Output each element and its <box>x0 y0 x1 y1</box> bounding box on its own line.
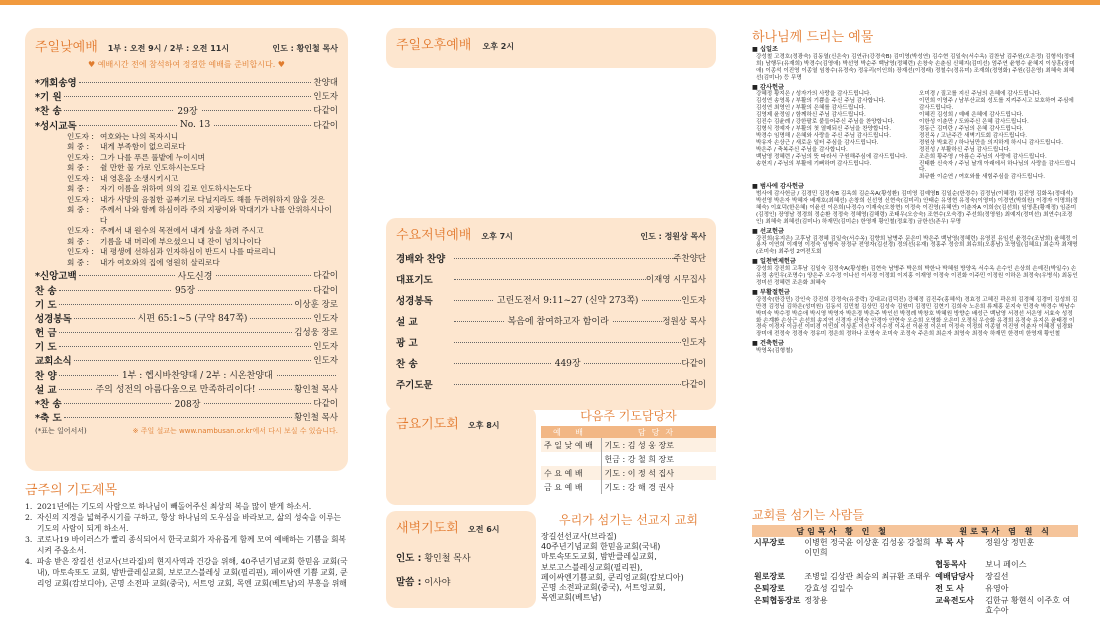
order-item-name: 찬 송 <box>396 358 418 370</box>
reading-speaker: 인도자 : <box>67 152 94 162</box>
order-item-detail: 사도신경 <box>175 272 216 282</box>
thanks-offering-entry: 정진성 / 부활하신 주님 감사드립니다. <box>919 146 1011 153</box>
thanks-offering-entry: 강혜정 황지은 / 성자가의 사랑을 감사드립니다. <box>756 91 872 98</box>
reading-speaker: 인도자 : <box>67 226 94 236</box>
offering-section <box>752 290 1078 338</box>
order-item-content <box>454 293 681 306</box>
wednesday-leader: 인도 : 정원상 목사 <box>640 232 706 241</box>
offering-section <box>752 259 1078 287</box>
serve-role: 전 도 사 <box>935 584 965 593</box>
order-item-content <box>79 269 312 282</box>
duty-row <box>541 480 716 494</box>
order-item-content <box>64 104 312 117</box>
serve-names: 강효성 김일수 <box>804 584 854 593</box>
prayer-item <box>25 512 348 534</box>
reading-line <box>67 226 338 237</box>
order-item-person: 다같이 <box>313 399 338 410</box>
order-row <box>35 118 338 132</box>
offering-sections <box>752 47 1078 355</box>
offering-section-title: ■ 범사에 감사헌금 <box>752 184 1078 191</box>
order-row <box>35 297 338 311</box>
order-item-content <box>59 382 293 395</box>
duty-row <box>541 452 716 466</box>
order-item-name: 찬 양 <box>35 370 57 382</box>
serve-role: 원로장로 <box>754 572 785 581</box>
sunday-afternoon-time: 오후 2시 <box>482 42 515 51</box>
prayer-item-text: 파송 받은 장길선 선교사(브라질)의 현지사역과 건강을 위해, 40주년기념교회 한믿음 교회(국내), 마토속또도 교회, 밤반클레실교회, 보로고스블레싱 교회(필리핀), 페이싸엔 기쁨 교회, 쿤리엉 교회(캄보디아), 곤명 소전파 교회(중국), 서트엉 교회, 목엔 교회(베트남)의 부흥을 위해 <box>37 557 348 588</box>
prayer-duty-panel <box>541 407 716 494</box>
offering-section <box>752 341 1078 355</box>
duty-person: 헌금 : 강 철 희 장로 <box>601 452 716 466</box>
serve-row <box>752 537 1078 559</box>
offering-section-title: ■ 일천번제헌금 <box>752 259 1078 266</box>
order-item-name: 교회소식 <box>35 356 72 368</box>
mission-line: 페이싸엔기쁨교회, 쿤리엉교회(캄보디아) <box>541 572 684 582</box>
serve-role: 예배담당사 <box>935 572 974 581</box>
reading-line <box>67 247 338 258</box>
dawn-leader: 황인철 목사 <box>424 554 471 564</box>
prayer-title: 금주의 기도제목 <box>25 483 118 498</box>
duty-service: 주 일 낮 예 배 <box>541 438 601 452</box>
sunday-times: 1부 : 오전 9시 / 2부 : 오전 11시 <box>107 44 230 53</box>
order-item-person: 다같이 <box>313 120 338 131</box>
duty-person: 기도 : 이 정 석 집사 <box>601 466 716 480</box>
sunday-service-panel <box>25 28 348 471</box>
order-row <box>35 103 338 117</box>
reading-text: 내가 사망의 음침한 골짜기로 다닐지라도 해를 두려워하지 않을 것은 <box>100 194 325 204</box>
order-row <box>35 89 338 103</box>
offering-section <box>752 229 1078 257</box>
serve-role: 시무장로 <box>754 538 785 547</box>
order-row <box>396 268 706 289</box>
duty-header-service: 예 배 <box>541 426 601 438</box>
thanks-offering-entry: 김진수 김윤례 / 강한팔로 붙들어주신 주님을 찬양합니다. <box>756 119 895 126</box>
offering-section-title: ■ 감사헌금 <box>752 85 1078 92</box>
order-item-name: 주기도문 <box>396 379 433 391</box>
thanks-offering-entry: 김성연 송영록 / 부활의 기쁨을 주신 주님 감사합니다. <box>756 98 886 105</box>
order-item-name: 성경봉독 <box>396 295 433 307</box>
sunday-header <box>35 36 338 55</box>
order-item-name: *성시교독 <box>35 120 77 132</box>
order-row <box>35 282 338 296</box>
order-item-person: 다같이 <box>313 271 338 282</box>
thanks-offering-column <box>919 91 1078 181</box>
thanks-offering-entry: 김영제 윤정임 / 함께하신 주님 감사드립니다. <box>756 112 866 119</box>
offering-section <box>752 85 1078 182</box>
order-item-name: *축 도 <box>35 413 62 425</box>
order-item-person: 김성웅 장로 <box>294 328 338 339</box>
order-item-person: 다같이 <box>681 379 706 390</box>
order-item-name: 광 고 <box>396 337 418 349</box>
duty-row <box>541 466 716 480</box>
reading-text: 내게 부족함이 없으리로다 <box>100 142 186 152</box>
dawn-word-label: 말씀 : <box>396 577 422 588</box>
order-item-person: 다같이 <box>313 285 338 296</box>
reading-speaker: 인도자 : <box>67 131 94 141</box>
reading-text: 내 평생에 선하심과 인자하심이 반드시 나를 따르리니 <box>100 247 276 257</box>
order-item-detail: 시편 65:1~5 (구약 847쪽) <box>135 314 251 324</box>
reading-text: 주께서 내 원수의 목전에서 내게 상을 차려 주시고 <box>100 226 264 236</box>
reading-line <box>67 258 338 269</box>
sunday-afternoon-panel <box>386 28 716 68</box>
reading-speaker: 회 중 : <box>67 184 90 194</box>
serve-names: 조병일 김상관 최승의 최규환 조태우 <box>804 572 931 581</box>
reading-line <box>67 142 338 153</box>
reading-speaker: 인도자 : <box>67 194 94 204</box>
serve-row <box>752 559 1078 571</box>
order-item-detail: 고린도전서 9:11~27 (신약 273쪽) <box>494 296 642 306</box>
order-item-name: *찬 송 <box>35 399 62 411</box>
prayer-item <box>25 501 348 512</box>
order-row <box>396 310 706 331</box>
order-item-detail: 주의 성전의 아름다움으로 만족하리이다! <box>92 385 258 395</box>
order-item-person: 인도자 <box>681 295 706 306</box>
order-item-name: *신앙고백 <box>35 271 77 283</box>
reading-text: 자기 이름을 위하여 의의 길로 인도하시는도다 <box>100 184 252 194</box>
prayer-item <box>25 534 348 556</box>
sunday-order-list <box>35 75 338 132</box>
duty-service <box>541 452 601 466</box>
prayer-item-text: 2021년에는 기도의 사람으로 하나님이 빼돌어주신 최상의 복을 많이 받게 하소서. <box>37 502 312 511</box>
duty-title: 다음주 기도담당자 <box>580 409 677 423</box>
left-column <box>25 28 348 589</box>
offering-names: 강성희 강진희 고후남 김일숙 김정숙A(황성환) 김현숙 남병주 박은희 박한나 박혜원 방양옥 서수옥 손수인 손상희 손예진(박일수) 손유정 송민우(조명수) 양은주 오수정 이나선 이서경 이정회 이지홍 이재영 이정숙 이진화 이주민 이정원 이하은 최정숙(우병식) 최동인 정미선 정혜련 조은화 최혜숙 <box>756 266 1078 286</box>
duty-row <box>541 438 716 452</box>
right-column <box>752 26 1078 358</box>
serve-role: 부 목 사 <box>935 538 965 547</box>
order-item-name: 대표기도 <box>396 274 433 286</box>
responsive-reading <box>35 132 338 269</box>
reading-speaker: 인도자 : <box>67 173 94 183</box>
wednesday-time: 오후 7시 <box>481 232 513 241</box>
offering-title: 하나님께 드리는 예물 <box>752 30 874 45</box>
order-row <box>35 396 338 410</box>
wednesday-header <box>396 224 706 243</box>
duty-header-person: 담당자 <box>601 426 716 438</box>
thanks-offering-entry: 조은희 황주영 / 아름슨 주님의 사랑에 감사드립니다. <box>919 153 1047 160</box>
order-item-name: *기 원 <box>35 92 62 104</box>
senior-pastor-header: 담임목사 황 인 철 <box>752 525 933 537</box>
sunday-hint: ♥ 예배시간 전에 참석하여 정결한 예배를 준비합시다. ♥ <box>88 60 285 69</box>
reading-line <box>67 153 338 164</box>
thanks-offering-entry: 이한성 이춘만 / 도와주신 은혜 감사드립니다. <box>919 119 1029 126</box>
offering-names: 강진희(유지은) 고후남 김경혜 김일숙(서수옥) 김향희 남병주 문은미 박은주 백남영(정혜련) 유영진 유임선 윤정수(조남희) 윤혜정 이용자 이연희 이재영 이정숙 임병숙 장정규 전영자(김선경) 정의선(유재) 정홍주 정승희 최슈희(오흥남) 조영일(김혜요) 최순자 최재명(조미숙) 최주성 2여전도회 <box>756 235 1078 256</box>
serve-names: 김한규 황현식 이주호 여효수아 <box>985 596 1071 615</box>
offering-section-title: ■ 건축헌금 <box>752 341 1078 348</box>
order-item-person: 정원상 목사 <box>662 316 706 327</box>
mission-line: 40주년기념교회 한믿음교회(국내) <box>541 542 661 552</box>
reading-text: 그가 나를 푸른 풀밭에 누이시며 <box>100 152 206 162</box>
order-row <box>396 352 706 373</box>
serve-names: 이병헌 정국윤 이상훈 김성웅 강철희 이민희 <box>804 538 931 557</box>
order-row <box>396 247 706 268</box>
mission-list <box>541 532 716 603</box>
prayer-item <box>25 556 348 589</box>
wednesday-panel <box>386 218 716 410</box>
thanks-offering-entry: 정진옥 / 고난주간 새벽기도회 감사드립니다. <box>919 132 1028 139</box>
order-item-content <box>454 356 681 369</box>
order-row <box>35 311 338 325</box>
prayer-item-text: 코로나19 바이러스가 빨리 종식되어서 한국교회가 자유롭게 함께 모여 예배하는 기쁨을 회복시켜 주옵소서. <box>37 535 346 555</box>
order-item-name: *찬 송 <box>35 106 62 118</box>
reading-speaker: 회 중 : <box>67 205 90 215</box>
stand-note: (*표는 일어서서) <box>35 427 87 436</box>
order-item-detail: 449장 <box>552 359 584 369</box>
serve-title: 교회를 섬기는 사람들 <box>752 508 864 522</box>
reading-line <box>67 174 338 185</box>
thanks-offering-entry: 정동근 김미란 / 주님의 은혜 감사드립니다. <box>919 125 1024 132</box>
order-item-name: 성경봉독 <box>35 313 72 325</box>
sunday-afternoon-title: 주일오후예배 <box>396 38 472 53</box>
thanks-offering-entry: 정원상 박효진 / 하나님만을 의지하게 하시니 감사드립니다. <box>919 139 1064 146</box>
reading-speaker: 인도자 : <box>67 247 94 257</box>
mission-line: 장길선선교사(브라질) <box>541 532 617 541</box>
thanks-offering-entry: 이혜진 김성희 / 예배 은혜에 감사드립니다. <box>919 112 1024 119</box>
dawn-panel <box>386 511 536 608</box>
friday-time: 오후 8시 <box>467 421 500 430</box>
thanks-offering-column <box>756 91 915 181</box>
mission-line: 마토속또도교회, 밤반클레실교회, <box>541 552 657 562</box>
serve-row <box>752 571 1078 583</box>
sunday-leader: 인도 : 황인철 목사 <box>272 44 338 53</box>
order-row <box>35 353 338 367</box>
thanks-offering-entry: 박은주 / 축복주신 주님을 감사합니다. <box>756 146 848 153</box>
order-item-detail: No. 13 <box>177 120 213 130</box>
serve-role <box>752 559 802 571</box>
prayer-item-number: 1. <box>25 502 33 511</box>
serve-names: 보니 페이스 <box>985 560 1027 569</box>
dawn-time: 오전 6시 <box>467 525 500 534</box>
prayer-item-number: 4. <box>25 557 33 566</box>
dawn-word-line <box>396 574 526 588</box>
order-row <box>35 325 338 339</box>
order-item-person: 황인철 목사 <box>294 413 338 424</box>
order-item-person: 다같이 <box>681 358 706 369</box>
duty-table <box>541 426 716 494</box>
reading-line <box>67 132 338 143</box>
mission-line: 목엔교회(베트남) <box>541 593 602 603</box>
serve-names: 장길선 <box>985 572 1009 581</box>
reading-line <box>67 237 338 248</box>
reading-text: 주께서 나와 함께 하심이라 주의 지팡이와 막대기가 나를 안위하시나이다 <box>99 205 332 225</box>
duty-person: 기도 : 강 해 경 권사 <box>601 480 716 494</box>
order-row <box>396 289 706 310</box>
mission-panel <box>541 511 716 603</box>
thanks-offering-entry: 이민희 이영주 / 남부산교회 성도를 지켜주시고 보호하여 주심에 감사드립니다. <box>919 98 1074 112</box>
order-item-person: 찬양대 <box>313 78 338 89</box>
offering-section <box>752 184 1078 225</box>
sunday-title: 주일낮예배 <box>35 40 98 55</box>
serve-row <box>752 595 1078 617</box>
order-item-person: 인도자 <box>681 337 706 348</box>
thanks-offering-entry: 진태환 신숙자 / 주님 날개 아래에서 하나님의 사랑을 감사드립니다. <box>919 160 1076 174</box>
thanks-offering-entry: 박경수 임명해 / 은혜와 사랑을 주신 주님 감사드립니다. <box>756 132 891 139</box>
serve-role: 교육전도사 <box>935 596 974 605</box>
order-item-name: 설 교 <box>35 384 57 396</box>
reading-line <box>67 163 338 174</box>
prayer-topics <box>25 479 348 589</box>
sunday-note <box>35 426 338 436</box>
order-row <box>396 331 706 352</box>
reading-text: 내가 여호와의 집에 영원히 살리로다 <box>100 257 220 267</box>
offering-names: 박영옥(김형철) <box>756 348 793 355</box>
reading-speaker: 회 중 : <box>67 163 90 173</box>
order-item-detail: 1부 : 헵시바찬양대 / 2부 : 시온찬양대 <box>119 371 276 381</box>
dawn-title: 새벽기도회 <box>396 521 459 536</box>
duty-service: 금 요 예 배 <box>544 482 583 492</box>
offering-names: 강성철 고경호(정광숙) 김동열(신은숙) 김연규(강경숙B) 김미영(박성연) 김수현 김일숙(서수옥) 김찬남 김주원(오은정) 김형석(정대희) 남행두(유재희) 박경수(김영애) 박선영 박순주 백남영(정혜련) 손창숙 손춘심 신혜지(김미선) 엄주연 윤형수 윤혜지 이상훈(장미애) 이종석 이진영 이종열 임창수(유정숙) 정유리(이인희) 장재선(이정래) 정철수(정유미) 조재희(정영화) 주원(김은영) 최혜숙 최혜선(김미나) 등 무명 <box>756 53 1075 81</box>
prayer-item-number: 2. <box>25 513 33 522</box>
sermon-url-note: ※ 주일 설교는 www.nambusan.or.kr에서 다시 보실 수 있습니다. <box>132 427 338 436</box>
reading-speaker: 회 중 : <box>67 236 90 246</box>
thanks-offering-entry: 최규환 이순연 / 여호와를 새힘주심을 감사드립니다. <box>919 174 1046 181</box>
wednesday-order-list <box>396 247 706 394</box>
reading-line <box>67 195 338 206</box>
emeritus-pastor-header: 원로목사 염 원 식 <box>933 525 1078 537</box>
offering-section-title: ■ 선교헌금 <box>752 229 1078 236</box>
sunday-order-list-2 <box>35 268 338 424</box>
dawn-leader-label: 인도 : <box>396 553 422 564</box>
order-item-name: 헌 금 <box>35 328 57 340</box>
offering-names: 강정숙(한강민) 강인숙 강진희 강정숙(유중락) 강대교(김덕진) 강혜정 김진주(홍혜석) 경효정 고혜진 곽은희 김경혜 김경미 김성희 김만경 김정님 김하은(성미원) 김동석 김민철 김상민 김성숙 김원미 김정민 김현기 김희숙 노은희 류제홍 문지숙 민경숙 박경수 박남수 박미숙 박수정 박순애 박시영 박영자 박은경 박은주 박인선 박정례 박창호 박혜원 방향순 배성근 백남영 서경선 서은영 서효숙 성정화 손계환 손상근 손선희 송지연 신경자 신명숙 안경아 안현숙 오순희 오영화 오은미 오정심 우승화 유경희 유정숙 유지은 윤태경 이경숙 이경자 이금선 이미경 이민희 이상훈 이선자 이수정 이옥선 이윤정 이은미 이정숙 이정희 이종열 이진영 이춘자 이혜경 임경화 장미애 전정숙 정경숙 정유미 정은희 정하나 조명숙 조미숙 조정숙 주은희 최순자 최영숙 최정숙 하재민 한경미 한영재 황인철 <box>756 296 1078 338</box>
order-item-person: 인도자 <box>313 342 338 353</box>
offering-names: 범사에 감사헌금 / 김경민 김정숙B 김옥희 김순옥A(황성환) 김미영 김예영B 김일순(한경수) 김정님(이혜정) 김진영 김화옥(정대석) 박선영 박은자 박혜자 배재호(최혜선) 손창희 신선영 신현숙(김미리) 안태순 유영현 유정숙(이영미) 이경연(박희원) 이경자 이명희(정혜숙) 이효덕(한은혜) 이윤선 이은희(나정수) 이재숙(오창현) 이정숙 이진영(유혜연) 이춘자A 이희승(김선희) 임영훈(황재정) 임준미(김정인) 장영남 정경희 정순환 정정숙 정혜영(김해령) 조태우(오승숙) 조현수(오숙경) 주선희(정영원) 최예지(정미선) 최연수(조경인) 최혜숙 최혜선(김미나) 하재민(김미순) 한영재 황인철(정효정) 금한선(존우) 무명 <box>756 191 1078 225</box>
order-row <box>35 268 338 282</box>
order-item-content <box>454 314 662 327</box>
order-row <box>396 373 706 394</box>
order-row <box>35 368 338 382</box>
serve-role: 협동목사 <box>935 560 967 569</box>
reading-speaker: 회 중 : <box>67 257 90 267</box>
serve-role: 은퇴협동장로 <box>754 596 801 605</box>
reading-line <box>67 184 338 195</box>
order-item-content <box>59 368 336 381</box>
order-item-person: 주찬양단 <box>673 253 706 264</box>
offering-section-title: ■ 십일조 <box>752 47 1078 54</box>
duty-person: 기도 : 김 성 웅 장로 <box>601 438 716 452</box>
order-item-detail: 복음에 참여하고자 함이라 <box>504 317 611 327</box>
order-item-name: 찬 송 <box>35 285 57 297</box>
order-item-person: 인도자 <box>313 356 338 367</box>
thanks-offering-entry: 김성연 최영인 / 부활의 은혜를 감사드립니다. <box>756 105 866 112</box>
thanks-offering-entry: 오미경 / 질고를 지신 주님의 은혜에 감사드립니다. <box>919 91 1042 98</box>
duty-service: 수 요 예 배 <box>541 466 601 480</box>
serve-table <box>752 525 1078 617</box>
mission-line: 보로고스블레싱교회(필리핀), <box>541 562 643 572</box>
order-row <box>35 75 338 89</box>
serve-names: 유영아 <box>985 584 1009 593</box>
thanks-offering-columns <box>752 91 1078 181</box>
middle-column <box>386 28 716 603</box>
prayer-item-text: 자신의 지경을 넓혀주시기를 구하고, 항상 하나님의 도우심을 바라보고, 삶의 성숙을 이루는 기도의 사람이 되게 하소서. <box>37 513 342 533</box>
serve-names <box>802 559 933 571</box>
order-item-person: 인도자 <box>313 92 338 103</box>
reading-text: 기름을 내 머리에 부으셨으니 내 잔이 넘치나이다 <box>100 236 262 246</box>
reading-line <box>67 205 338 226</box>
reading-text: 여호와는 나의 목자시니 <box>100 131 179 141</box>
order-item-content <box>59 283 312 296</box>
thanks-offering-entry: 백남영 정혜련 / 주님의 뜻 따라서 구원해주심에 감사드립니다. <box>756 153 908 160</box>
order-item-person: 다같이 <box>313 106 338 117</box>
order-item-person: 황인철 목사 <box>294 384 338 395</box>
order-item-name: 설 교 <box>396 316 418 328</box>
dawn-leader-line <box>396 550 526 564</box>
wednesday-title: 수요저녁예배 <box>396 228 472 243</box>
serve-names: 정원상 정민훈 <box>985 538 1035 547</box>
order-item-content <box>74 311 312 324</box>
order-row <box>35 410 338 424</box>
order-item-person: 인도자 <box>313 313 338 324</box>
order-item-name: 경배와 찬양 <box>396 253 446 265</box>
order-item-name: 기 도 <box>35 342 57 354</box>
serve-row <box>752 583 1078 595</box>
serving-people-panel <box>752 506 1078 617</box>
reading-text: 쉴 만한 물 가로 인도하시는도다 <box>100 163 206 173</box>
order-row <box>35 382 338 396</box>
friday-title: 금요기도회 <box>396 417 459 432</box>
order-item-person: 이상훈 장로 <box>294 299 338 310</box>
thanks-offering-entry: 박유자 손상근 / 새로운 일터 주심을 감사드립니다. <box>756 139 879 146</box>
mission-title: 우리가 섬기는 선교지 교회 <box>559 513 698 527</box>
reading-speaker: 회 중 : <box>67 142 90 152</box>
dawn-word: 이사야 <box>424 578 451 588</box>
thanks-offering-entry: 김형식 정예자 / 부활의 첫 열매되신 주님을 찬양합니다. <box>756 125 891 132</box>
friday-panel <box>386 407 536 505</box>
order-item-name: 기 도 <box>35 299 57 311</box>
serve-role: 은퇴장로 <box>754 584 785 593</box>
mission-line: 곤명 소전파교회(중국), 서트엉교회, <box>541 583 666 593</box>
serve-names: 정창용 <box>804 596 828 605</box>
thanks-offering-entry: 송헌지 / 주님의 부활에 기뻐하며 감사드립니다. <box>756 160 872 167</box>
order-row <box>35 339 338 353</box>
top-border <box>0 0 1100 24</box>
reading-text: 내 영혼을 소생시키시고 <box>100 173 179 183</box>
offering-section-title: ■ 부활절헌금 <box>752 290 1078 297</box>
order-item-content <box>79 119 312 130</box>
order-item-content <box>64 397 312 410</box>
order-item-person: 이재영 시무집사 <box>645 274 706 285</box>
order-item-detail: 208장 <box>172 400 204 410</box>
offering-section <box>752 47 1078 82</box>
order-item-detail: 29장 <box>174 107 200 117</box>
order-item-name: *개회송영 <box>35 78 77 90</box>
prayer-list <box>25 501 348 589</box>
order-item-detail: 95장 <box>172 286 198 296</box>
prayer-item-number: 3. <box>25 535 33 544</box>
